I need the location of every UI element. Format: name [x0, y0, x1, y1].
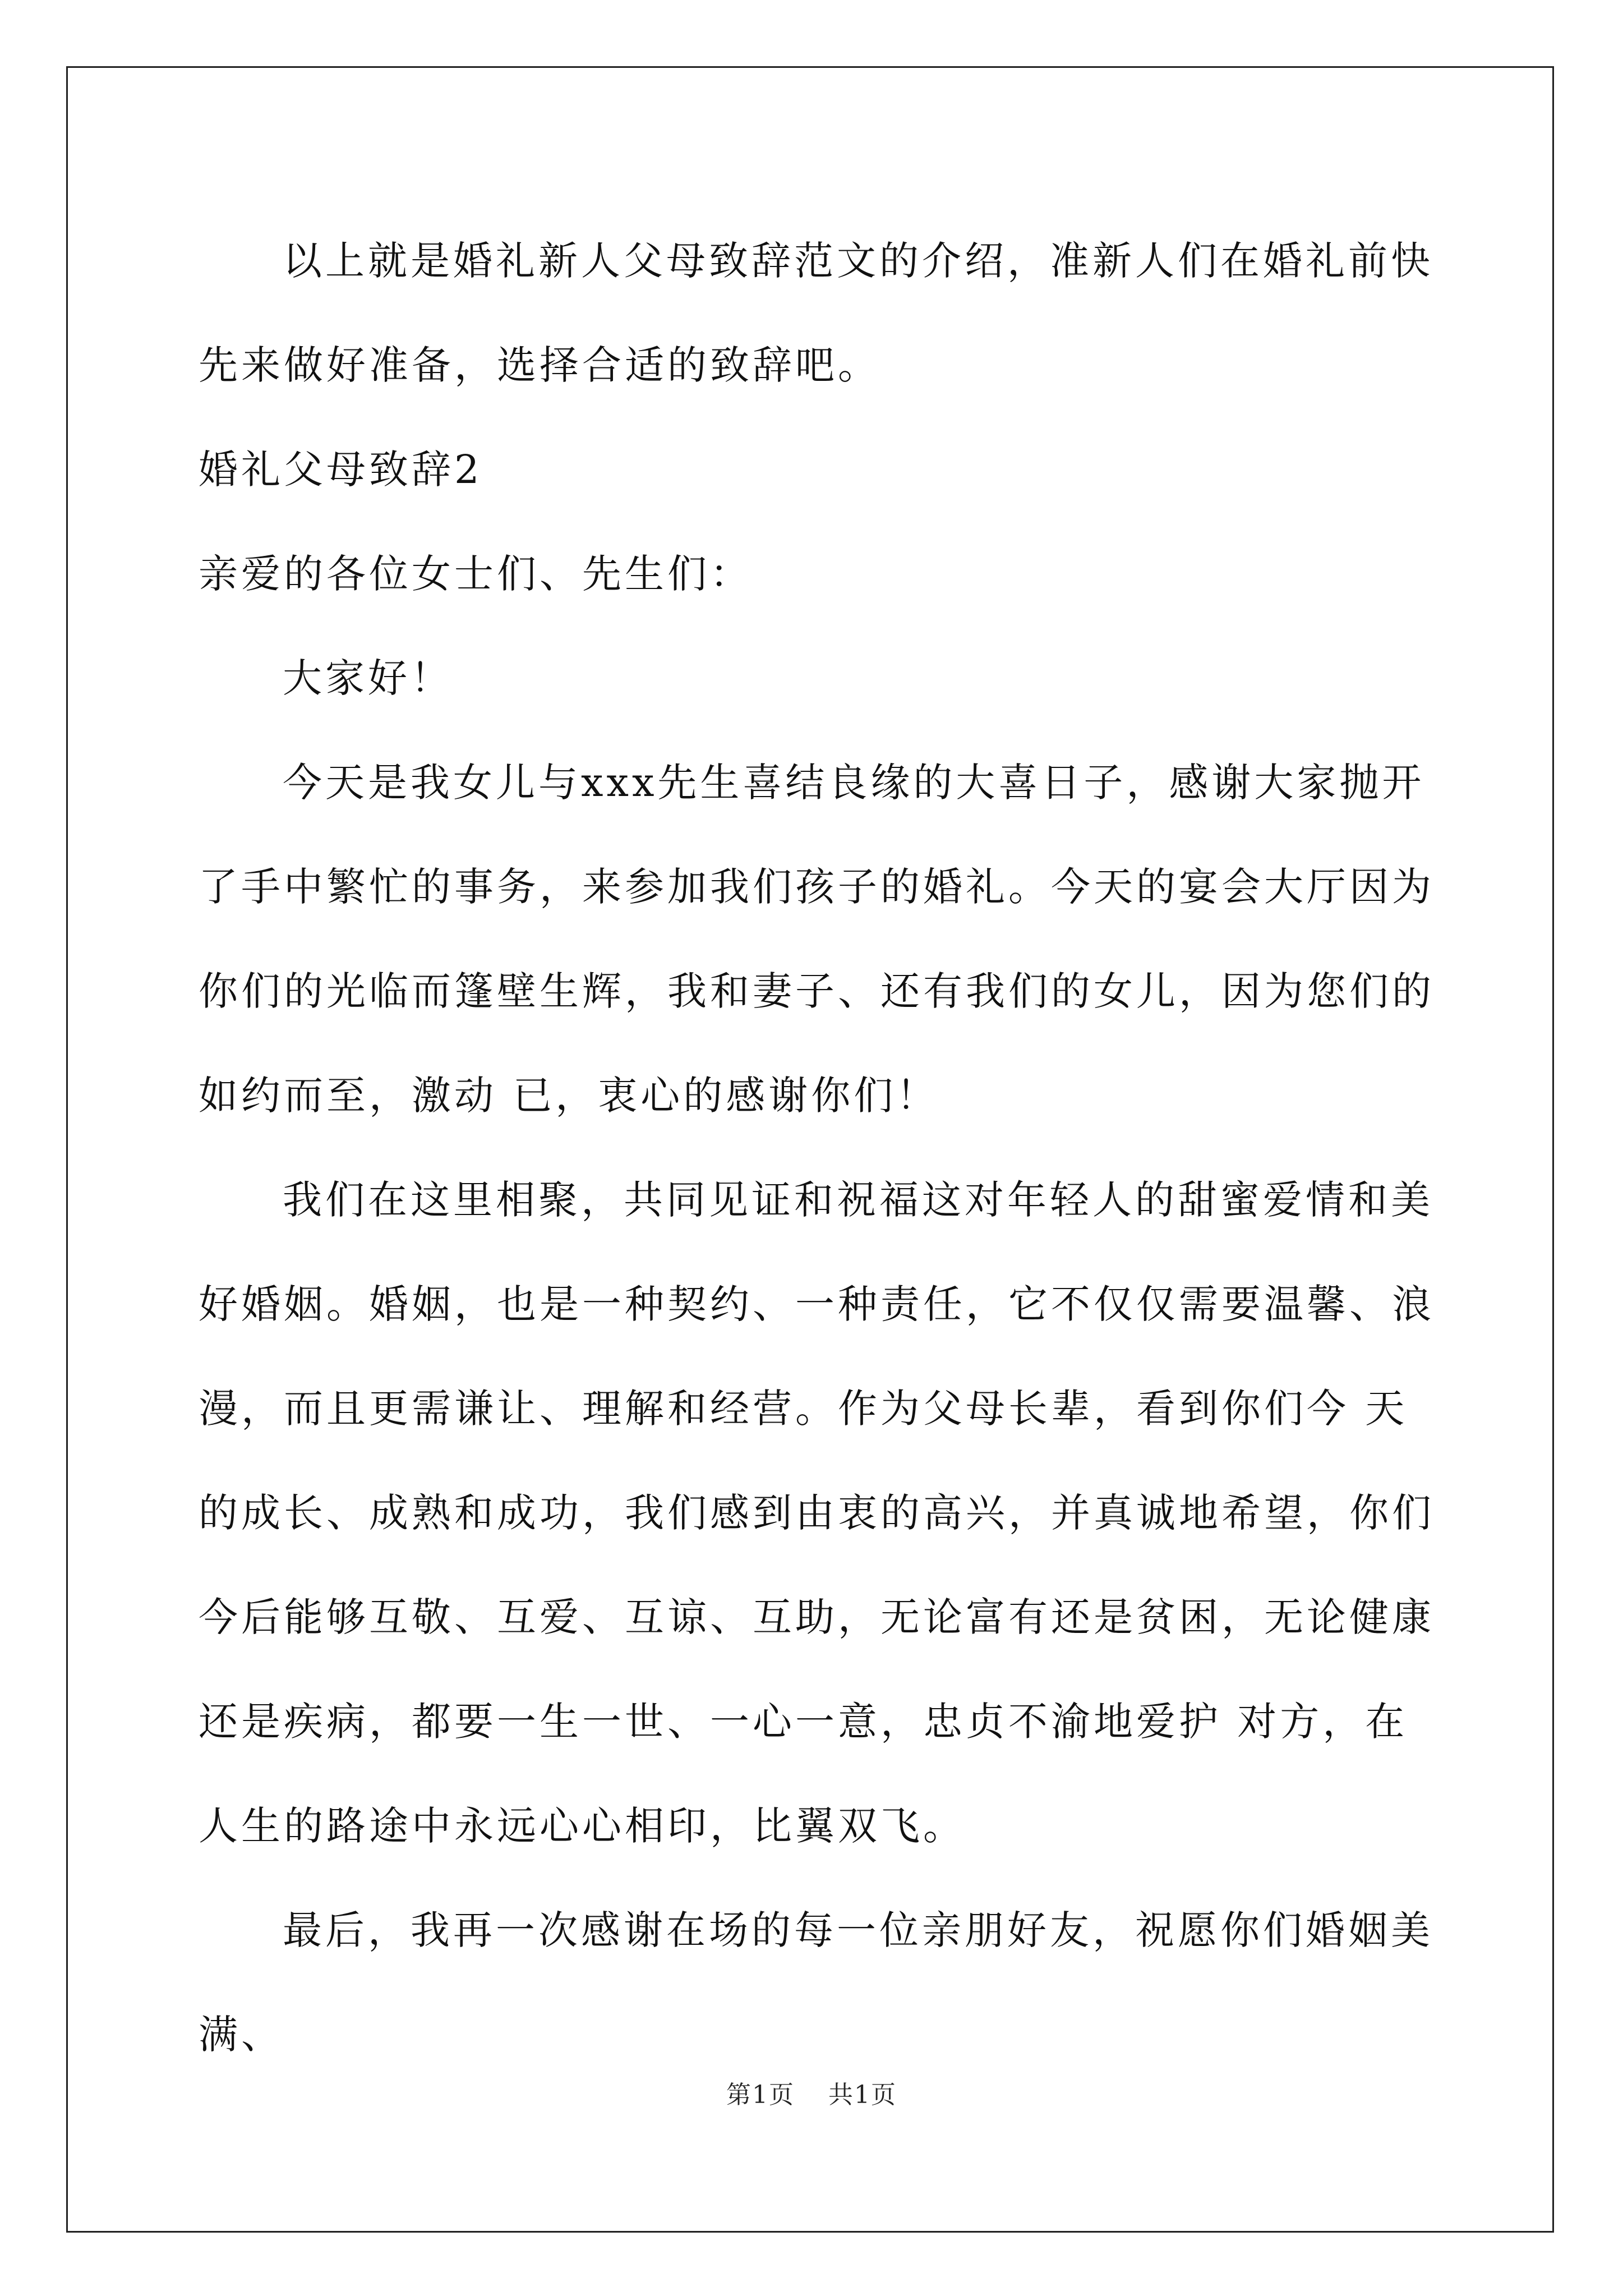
- salutation: 亲爱的各位女士们、先生们：: [199, 551, 753, 597]
- paragraph-intro-closing: 以上就是婚礼新人父母致辞范文的介绍，准新人们在婚礼前快先来做好准备，选择合适的致辞吧。: [199, 238, 1433, 388]
- page-number: 第1页: [726, 2081, 795, 2109]
- page-total: 共1页: [828, 2081, 897, 2109]
- document-body: [199, 209, 1449, 2087]
- paragraph-final: 最后，我再一次感谢在场的每一位亲朋好友，祝愿你们婚姻美满、: [199, 1907, 1433, 2058]
- greeting: 大家好！: [283, 655, 453, 701]
- section-title: 婚礼父母致辞2: [199, 447, 483, 493]
- page-footer: [0, 2078, 1623, 2112]
- paragraph-thanks: 今天是我女儿与xxx先生喜结良缘的大喜日子，感谢大家抛开了手中繁忙的事务，来参加我们孩子的婚礼。今天的宴会大厅因为你们的光临而篷壁生辉，我和妻子、还有我们的女儿，因为您们的如约而至，激动 已，衷心的感谢你们！: [199, 760, 1435, 1119]
- paragraph-blessing: 我们在这里相聚，共同见证和祝福这对年轻人的甜蜜爱情和美好婚姻。婚姻，也是一种契约、一种责任，它不仅仅需要温馨、浪漫，而且更需谦让、理解和经营。作为父母长辈，看到你们今 天的成长、成熟和成功，我们感到由衷的高兴，并真诚地希望，你们今后能够互敬、互爱、互谅、互助，无论富有还是贫困，无论健康还是疾病，都要一生一世、一心一意，忠贞不渝地爱护 对方，在人生的路途中永远心心相印，比翼双飞。: [199, 1177, 1435, 1849]
